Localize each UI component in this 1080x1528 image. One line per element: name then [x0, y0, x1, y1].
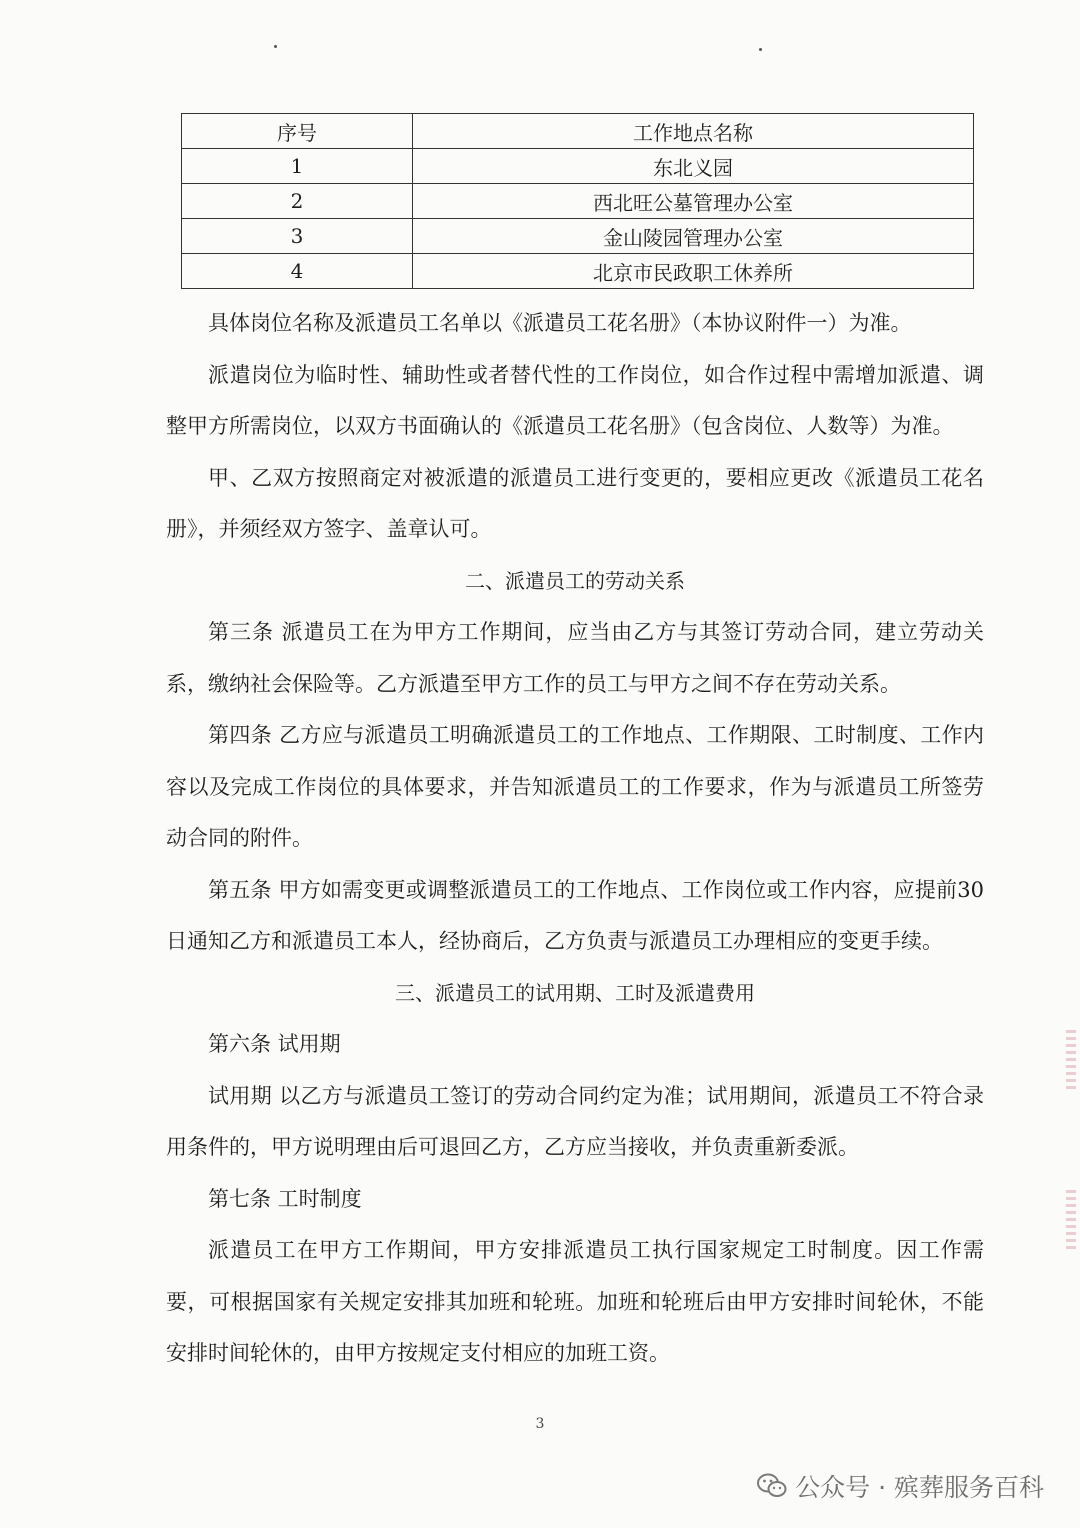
- article-title: 第七条 工时制度: [208, 1186, 362, 1211]
- table-row: [182, 219, 974, 254]
- section-heading: 二、派遣员工的劳动关系: [465, 568, 685, 593]
- row-index: 2: [182, 184, 413, 219]
- paragraph: 派遣员工在甲方工作期间，甲方安排派遣员工执行国家规定工时制度。因工作需要，可根据国家有关规定安排其加班和轮班。加班和轮班后由甲方安排时间轮休，不能安排时间轮休的，由甲方按规定支付相应的加班工资。: [166, 1238, 984, 1365]
- table-row: [182, 184, 974, 219]
- column-header-index: 序号: [182, 114, 413, 149]
- row-index: 1: [182, 149, 413, 184]
- paragraph: 具体岗位名称及派遣员工名单以《派遣员工花名册》（本协议附件一）为准。: [208, 311, 912, 335]
- watermark-text: 公众号 · 殡葬服务百科: [795, 1473, 1044, 1502]
- stamp-edge-mark: [1066, 1030, 1076, 1090]
- watermark: [757, 1468, 1044, 1504]
- work-location-table: [181, 113, 974, 289]
- section-heading: 三、派遣员工的试用期、工时及派遣费用: [395, 980, 755, 1005]
- column-header-location: 工作地点名称: [413, 114, 974, 149]
- page-number: 3: [535, 1416, 545, 1432]
- table-row: [182, 254, 974, 289]
- wechat-icon: [757, 1473, 787, 1499]
- row-location: 东北义园: [413, 149, 974, 184]
- paragraph: 第三条 派遣员工在为甲方工作期间，应当由乙方与其签订劳动合同，建立劳动关系，缴纳社会保险等。乙方派遣至甲方工作的员工与甲方之间不存在劳动关系。: [166, 620, 984, 696]
- paragraph: 试用期 以乙方与派遣员工签订的劳动合同约定为准；试用期间，派遣员工不符合录用条件的，甲方说明理由后可退回乙方，乙方应当接收，并负责重新委派。: [166, 1083, 984, 1159]
- row-location: 金山陵园管理办公室: [413, 219, 974, 254]
- row-location: 北京市民政职工休养所: [413, 254, 974, 289]
- article-title: 第六条 试用期: [208, 1032, 341, 1056]
- row-index: 4: [182, 254, 413, 289]
- row-location: 西北旺公墓管理办公室: [413, 184, 974, 219]
- paragraph: 第五条 甲方如需变更或调整派遣员工的工作地点、工作岗位或工作内容，应提前30日通知乙方和派遣员工本人，经协商后，乙方负责与派遣员工办理相应的变更手续。: [166, 877, 984, 953]
- scan-speck: [274, 45, 277, 48]
- paragraph: 派遣岗位为临时性、辅助性或者替代性的工作岗位，如合作过程中需增加派遣、调整甲方所需岗位，以双方书面确认的《派遣员工花名册》（包含岗位、人数等）为准。: [166, 362, 984, 438]
- scan-speck: [759, 48, 762, 51]
- row-index: 3: [182, 219, 413, 254]
- paragraph: 甲、乙双方按照商定对被派遣的派遣员工进行变更的，要相应更改《派遣员工花名册》，并须经双方签字、盖章认可。: [166, 465, 984, 541]
- table-row: [182, 149, 974, 184]
- paragraph: 第四条 乙方应与派遣员工明确派遣员工的工作地点、工作期限、工时制度、工作内容以及完成工作岗位的具体要求，并告知派遣员工的工作要求，作为与派遣员工所签劳动合同的附件。: [166, 723, 984, 850]
- document-body: [166, 298, 984, 1380]
- table-header-row: [182, 114, 974, 149]
- stamp-edge-mark: [1066, 1190, 1076, 1250]
